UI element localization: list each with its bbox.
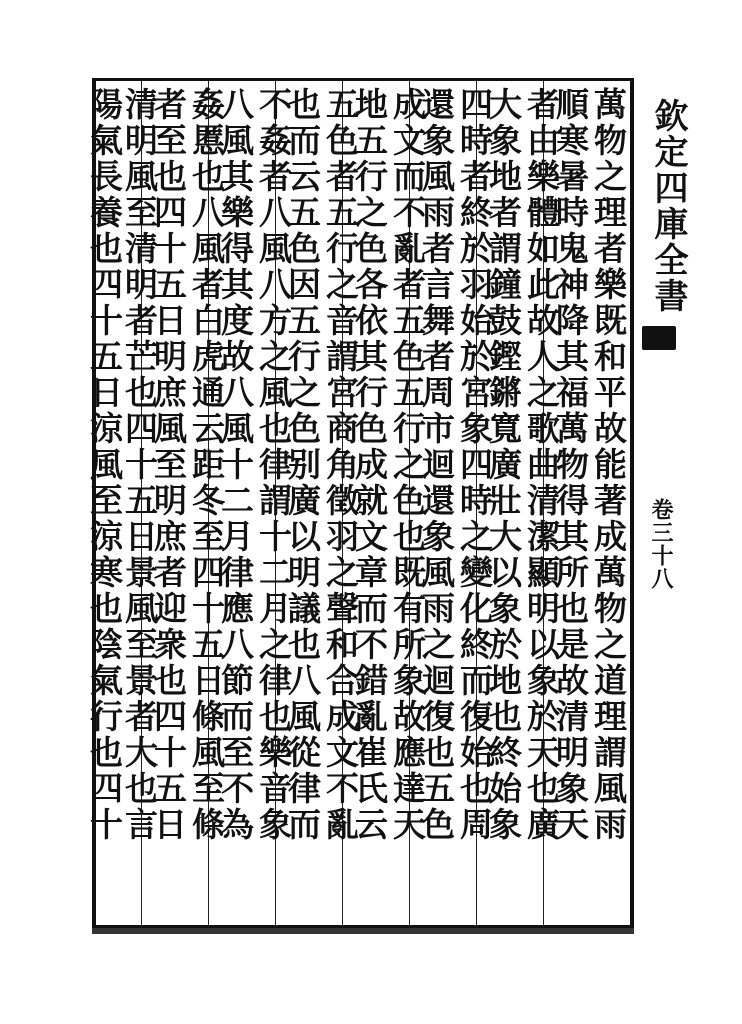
text-column: 八風其樂得其度故八風十二月律應八節而至不為 (216, 87, 255, 843)
text-column: 大象地者謂鐘鼓鏗鏘寬廣壯大以象於地也終始象 (484, 87, 523, 843)
text-column: 順寒暑時鬼神降其福萬物得其所也是故清明象天 (551, 87, 590, 843)
margin-block (636, 78, 686, 928)
text-column: 五色者五行之音謂宮商角徵羽之聲和合成文不亂 (321, 87, 360, 843)
text-column: 還象風雨者言舞者周市迴還象風雨之迴復也五色 (417, 87, 456, 843)
text-column: 者至也四十五日明庶風至明庶者迎衆也四十五日 (149, 87, 188, 843)
text-column: 清明風至清明者芒也四十五日景風至景者大也言 (120, 87, 159, 843)
text-column: 不姦者八風八方之風也律謂十二月之律也樂音象 (254, 87, 293, 843)
text-column: 地五行之色各依其行色成就文章而不錯亂崔氏云 (350, 87, 389, 843)
volume-label: 卷三十八 (648, 498, 674, 590)
text-column: 者由樂體如此故人之歌曲清潔顯明以象於天也廣 (522, 87, 561, 843)
text-column: 姦慝也八風者白虎通云距冬至四十五日條風至條 (187, 87, 226, 843)
text-frame (85, 78, 634, 928)
bottom-border (92, 928, 634, 934)
text-column: 也而云五色因五行之色别廣以明議也八風從律而 (283, 87, 322, 843)
text-column: 萬物之理者樂既和平故能著成萬物之道理謂風雨 (589, 87, 628, 843)
text-column: 成文而不亂者五色五行之色也既有所象故應達天 (388, 87, 427, 843)
book-title: 欽定四庫全書 (648, 98, 688, 314)
text-column: 四時者終於羽始於宮象四時之變化終而復始也周 (455, 87, 494, 843)
text-column: 陽氣長養也四十五日涼風至涼寒也陰氣行也四十 (85, 87, 124, 843)
fishtail-mark (642, 326, 676, 350)
